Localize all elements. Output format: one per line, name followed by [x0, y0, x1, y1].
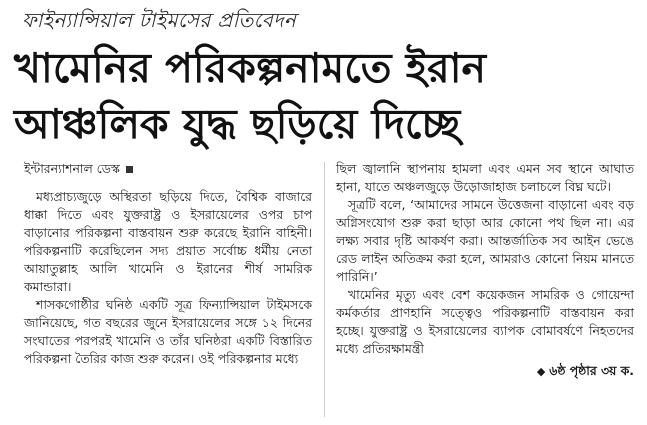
- column-divider: [324, 162, 325, 417]
- right-column: [336, 160, 634, 381]
- body-paragraph: মধ্যপ্রাচ্যজুড়ে অস্থিরতা ছড়িয়ে দিতে, বৈশ্বিক বাজারে ধাক্কা দিতে এবং যুক্তরাষ্ট্র ও ইসরায়েলের ওপর চাপ বাড়ানোর পরিকল্পনা বাস্তবায়ন শুরু করেছে ইরানি বাহিনী। পরিকল্পনাটি করেছিলেন সদ্য প্রয়াত সর্বোচ্চ ধর্মীয় নেতা আয়াতুল্লাহ আলি খামেনি ও ইরানের শীর্ষ সামরিক কমান্ডারা।: [24, 189, 312, 294]
- headline-line-1: খামেনির পরিকল্পনামতে ইরান: [14, 44, 487, 92]
- headline-line-2: আঞ্চলিক যুদ্ধ ছড়িয়ে দিচ্ছে: [14, 100, 461, 148]
- body-columns: [24, 160, 636, 422]
- continued-on: [336, 362, 634, 381]
- body-paragraph: শাসকগোষ্ঠীর ঘনিষ্ঠ একটি সূত্র ফিন্যান্সিয়াল টাইমসকে জানিয়েছে, গত বছরের জুনে ইসরায়েলের সঙ্গে ১২ দিনের সংঘাতের পরপরই খামেনি ও তাঁর ঘনিষ্ঠরা একটি বিস্তারিত পরিকল্পনা তৈরির কাজ শুরু করেন। ওই পরিকল্পনার মধ্যে: [24, 297, 312, 366]
- body-paragraph: খামেনির মৃত্যু এবং বেশ কয়েকজন সামরিক ও গোয়েন্দা কর্মকর্তার প্রাণহানি সত্ত্বেও পরিকল্পনাটি বাস্তবায়ন করা হচ্ছে। যুক্তরাষ্ট্র ও ইসরায়েলের ব্যাপক বোমাবর্ষণে নিহতদের মধ্যে প্রতিরক্ষামন্ত্রী: [336, 287, 634, 356]
- square-icon: [126, 166, 133, 173]
- continued-on-text: ৬ষ্ঠ পৃষ্ঠার ৩য় ক.: [549, 363, 634, 378]
- body-paragraph: ছিল জ্বালানি স্থাপনায় হামলা এবং এমন সব স্থানে আঘাত হানা, যাতে অঞ্চলজুড়ে উড়োজাহাজ চলাচলে বিঘ্ন ঘটে।: [336, 161, 634, 194]
- left-column: [24, 160, 312, 368]
- byline-text: ইন্টারন্যাশনাল ডেস্ক: [24, 161, 120, 176]
- byline: [24, 160, 312, 178]
- diamond-icon: ◆: [536, 365, 546, 378]
- kicker: ফাইন্যান্সিয়াল টাইমসের প্রতিবেদন: [22, 8, 297, 32]
- body-paragraph: সূত্রটি বলে, ‘আমাদের সামনে উত্তেজনা বাড়ানো এবং বড় অগ্নিসংযোগ শুরু করা ছাড়া আর কোনো পথ ছিল না। এর লক্ষ্য সবার দৃষ্টি আকর্ষণ করা। আন্তর্জাতিক সব আইন ভেঙে রেড লাইন অতিক্রম করা হলে, আমরাও কোনো নিয়ম মানতে পারিনি।’: [336, 197, 634, 284]
